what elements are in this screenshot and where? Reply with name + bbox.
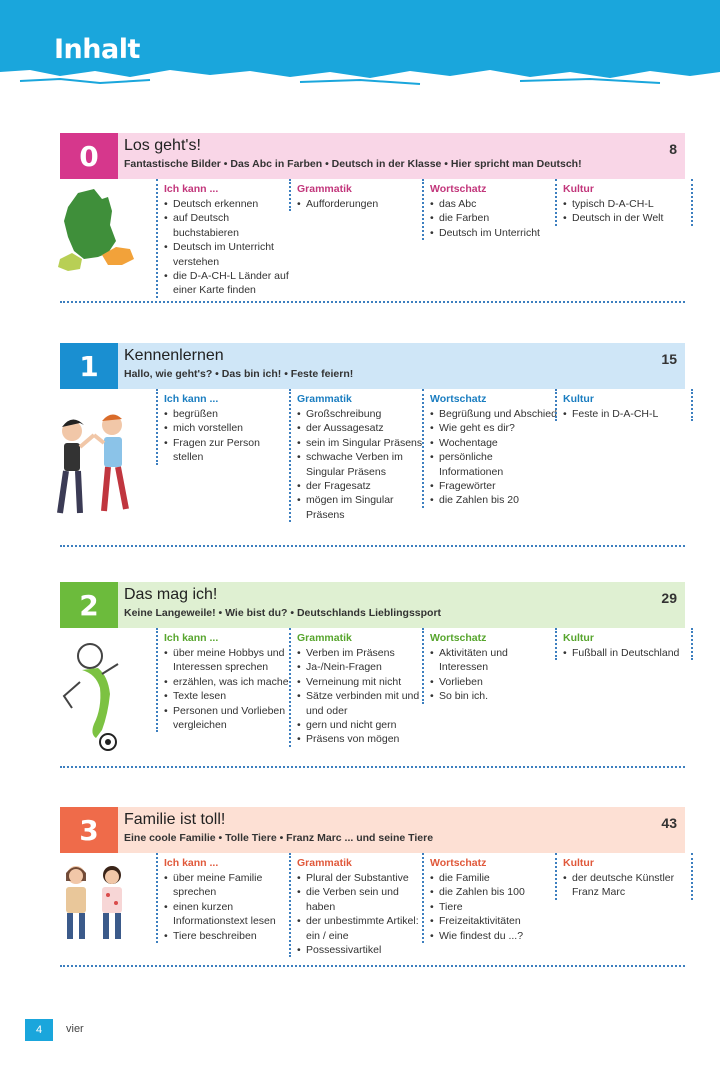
unit-number: 3	[60, 807, 118, 853]
column-wortschatz	[422, 853, 558, 943]
page-number-badge: 4	[25, 1019, 53, 1041]
dotted-divider	[60, 301, 685, 303]
column-kultur	[555, 179, 693, 226]
list-item: • die Familie	[430, 871, 558, 885]
boys-greeting-illustration	[50, 395, 146, 530]
unit-title-bar	[118, 133, 685, 179]
unit-number: 1	[60, 343, 118, 389]
unit-number: 2	[60, 582, 118, 628]
list-item: • mich vorstellen	[164, 421, 292, 435]
family-illustration	[50, 859, 146, 954]
column-heading: Grammatik	[297, 393, 352, 405]
column-heading: Kultur	[563, 183, 594, 195]
list-item: • der deutsche Künstler Franz Marc	[563, 871, 691, 900]
column-heading: Ich kann ...	[164, 632, 219, 644]
column-heading: Grammatik	[297, 632, 352, 644]
list-item: • auf Deutsch buchstabieren	[164, 211, 292, 240]
column-kultur	[555, 628, 693, 660]
column-wortschatz	[422, 179, 558, 240]
unit-page-number: 8	[669, 141, 677, 157]
list-item: • Vorlieben	[430, 675, 558, 689]
unit-title: Kennenlernen	[124, 347, 224, 364]
column-heading: Wortschatz	[430, 183, 487, 195]
dotted-divider	[60, 965, 685, 967]
list-item: • die Zahlen bis 20	[430, 493, 558, 507]
column-ich-kann	[156, 853, 292, 943]
unit-number: 0	[60, 133, 118, 179]
list-item: • So bin ich.	[430, 689, 558, 703]
unit-3	[60, 807, 685, 965]
list-item: • Tiere	[430, 900, 558, 914]
column-heading: Ich kann ...	[164, 393, 219, 405]
unit-subtitle: Keine Langeweile! • Wie bist du? • Deutschlands Lieblingssport	[124, 607, 442, 619]
column-heading: Kultur	[563, 632, 594, 644]
column-kultur	[555, 853, 693, 900]
list-item: • Fragewörter	[430, 479, 558, 493]
map-illustration	[50, 185, 146, 290]
list-item: • Großschreibung	[297, 407, 425, 421]
list-item: • Sätze verbinden mit und und oder	[297, 689, 425, 718]
list-item: • Ja-/Nein-Fragen	[297, 660, 425, 674]
dotted-divider	[60, 545, 685, 547]
column-heading: Grammatik	[297, 857, 352, 869]
list-item: • Wie geht es dir?	[430, 421, 558, 435]
unit-title-bar	[118, 582, 685, 628]
unit-subtitle: Eine coole Familie • Tolle Tiere • Franz Marc ... und seine Tiere	[124, 832, 434, 844]
list-item: • die Verben sein und haben	[297, 885, 425, 914]
list-item: • die Zahlen bis 100	[430, 885, 558, 899]
page-header	[0, 0, 720, 92]
list-item: • Wochentage	[430, 436, 558, 450]
column-heading: Kultur	[563, 857, 594, 869]
unit-page-number: 29	[661, 590, 677, 606]
list-item: • die Farben	[430, 211, 558, 225]
list-item: • gern und nicht gern	[297, 718, 425, 732]
list-item: • Plural der Substantive	[297, 871, 425, 885]
list-item: • das Abc	[430, 197, 558, 211]
list-item: • die D-A-CH-L Länder auf einer Karte finden	[164, 269, 292, 298]
list-item: • Wie findest du ...?	[430, 929, 558, 943]
list-item: • begrüßen	[164, 407, 292, 421]
list-item: • schwache Verben im Singular Präsens	[297, 450, 425, 479]
column-heading: Kultur	[563, 393, 594, 405]
list-item: • Aktivitäten und Interessen	[430, 646, 558, 675]
unit-subtitle: Fantastische Bilder • Das Abc in Farben • Deutsch in der Klasse • Hier spricht man Deutsch!	[124, 158, 582, 170]
list-item: • sein im Singular Präsens	[297, 436, 425, 450]
column-grammatik	[289, 389, 425, 522]
column-grammatik	[289, 628, 425, 747]
list-item: • erzählen, was ich mache	[164, 675, 292, 689]
list-item: • Fußball in Deutschland	[563, 646, 691, 660]
list-item: • Feste in D-A-CH-L	[563, 407, 691, 421]
unit-page-number: 43	[661, 815, 677, 831]
list-item: • Texte lesen	[164, 689, 292, 703]
list-item: • einen kurzen Informationstext lesen	[164, 900, 292, 929]
list-item: • persönliche Informationen	[430, 450, 558, 479]
list-item: • Possessivartikel	[297, 943, 425, 957]
dotted-divider	[60, 766, 685, 768]
list-item: • Personen und Vorlieben vergleichen	[164, 704, 292, 733]
unit-title-bar	[118, 807, 685, 853]
page-title: Inhalt	[54, 34, 140, 65]
list-item: • Präsens von mögen	[297, 732, 425, 746]
list-item: • Deutsch im Unterricht	[430, 226, 558, 240]
column-wortschatz	[422, 389, 558, 508]
column-wortschatz	[422, 628, 558, 704]
list-item: • Verneinung mit nicht	[297, 675, 425, 689]
unit-title: Los geht's!	[124, 137, 201, 154]
list-item: • Tiere beschreiben	[164, 929, 292, 943]
unit-title: Familie ist toll!	[124, 811, 226, 828]
unit-title: Das mag ich!	[124, 586, 218, 603]
unit-page-number: 15	[661, 351, 677, 367]
list-item: • der unbestimmte Artikel: ein / eine	[297, 914, 425, 943]
list-item: • Fragen zur Person stellen	[164, 436, 292, 465]
column-heading: Ich kann ...	[164, 183, 219, 195]
column-heading: Ich kann ...	[164, 857, 219, 869]
unit-0	[60, 133, 685, 301]
list-item: • Aufforderungen	[297, 197, 425, 211]
column-grammatik	[289, 853, 425, 957]
column-ich-kann	[156, 389, 292, 465]
list-item: • Freizeitaktivitäten	[430, 914, 558, 928]
list-item: • typisch D-A-CH-L	[563, 197, 691, 211]
list-item: • Deutsch im Unterricht verstehen	[164, 240, 292, 269]
list-item: • Verben im Präsens	[297, 646, 425, 660]
list-item: • Deutsch in der Welt	[563, 211, 691, 225]
unit-subtitle: Hallo, wie geht's? • Das bin ich! • Feste feiern!	[124, 368, 354, 380]
column-heading: Wortschatz	[430, 857, 487, 869]
unit-1	[60, 343, 685, 545]
column-heading: Wortschatz	[430, 632, 487, 644]
list-item: • der Fragesatz	[297, 479, 425, 493]
list-item: • über meine Familie sprechen	[164, 871, 292, 900]
column-ich-kann	[156, 179, 292, 298]
list-item: • Deutsch erkennen	[164, 197, 292, 211]
unit-title-bar	[118, 343, 685, 389]
football-player-illustration	[50, 634, 146, 759]
list-item: • der Aussagesatz	[297, 421, 425, 435]
unit-2	[60, 582, 685, 766]
column-kultur	[555, 389, 693, 421]
column-heading: Wortschatz	[430, 393, 487, 405]
list-item: • mögen im Singular Präsens	[297, 493, 425, 522]
column-grammatik	[289, 179, 425, 211]
list-item: • Begrüßung und Abschied	[430, 407, 558, 421]
column-heading: Grammatik	[297, 183, 352, 195]
list-item: • über meine Hobbys und Interessen sprechen	[164, 646, 292, 675]
column-ich-kann	[156, 628, 292, 732]
page-number-word: vier	[66, 1023, 84, 1035]
